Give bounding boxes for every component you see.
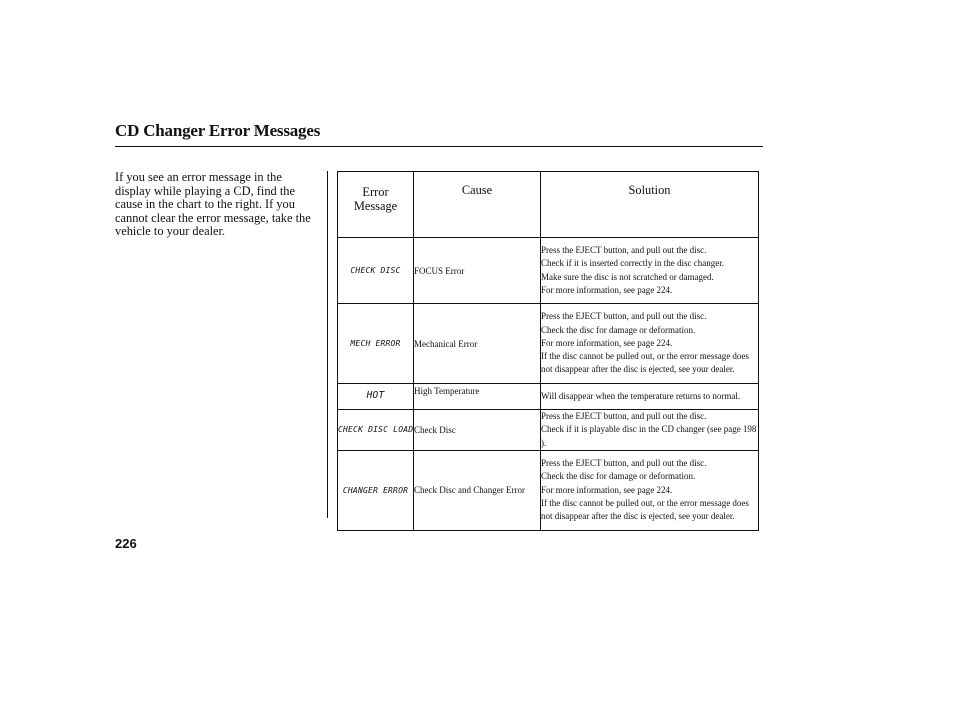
solution-cell	[541, 410, 759, 451]
page-number: 226	[115, 536, 137, 551]
error-message-cell: CHECK DISC	[338, 238, 414, 304]
header-cause-label: Cause	[461, 183, 493, 197]
cause-cell: FOCUS Error	[414, 238, 541, 304]
solution-line: Check if it is inserted correctly in the disc changer.	[541, 258, 724, 269]
error-message-cell: HOT	[338, 384, 414, 410]
solution-line: Press the EJECT button, and pull out the disc.	[541, 411, 707, 421]
header-solution	[541, 172, 759, 238]
header-error-message	[338, 172, 414, 238]
header-error-message-label: Error Message	[353, 185, 398, 213]
cause-cell: High Temperature	[414, 384, 541, 410]
header-cause	[414, 172, 541, 238]
table-header-row	[338, 172, 759, 238]
table-row	[338, 238, 759, 304]
error-messages-table	[337, 171, 759, 531]
table-row	[338, 304, 759, 384]
title-divider	[115, 146, 763, 147]
table-row	[338, 450, 759, 530]
solution-cell	[541, 384, 759, 410]
solution-line: Check the disc for damage or deformation.	[541, 471, 696, 482]
solution-line: Check if it is playable disc in the CD changer (see page 198 ).	[541, 424, 757, 448]
solution-line: Press the EJECT button, and pull out the disc.	[541, 311, 707, 322]
table-row	[338, 410, 759, 451]
table-row	[338, 384, 759, 410]
solution-line: Press the EJECT button, and pull out the disc.	[541, 244, 707, 255]
intro-paragraph: If you see an error message in the display while playing a CD, find the cause in the chart to the right. If you cannot clear the error message, take the vehicle to your dealer.	[115, 170, 311, 239]
solution-line: Will disappear when the temperature returns to normal.	[541, 390, 741, 401]
error-message-cell: MECH ERROR	[338, 304, 414, 384]
solution-line: For more information, see page 224.	[541, 284, 673, 295]
cause-cell: Check Disc and Changer Error	[414, 450, 541, 530]
cause-cell: Mechanical Error	[414, 304, 541, 384]
solution-cell	[541, 450, 759, 530]
solution-cell	[541, 304, 759, 384]
column-divider	[327, 171, 328, 518]
solution-line: If the disc cannot be pulled out, or the error message does not disappear after the disc is ejected, see your dealer.	[541, 351, 749, 375]
page-title: CD Changer Error Messages	[115, 121, 321, 140]
solution-line: Make sure the disc is not scratched or damaged.	[541, 271, 714, 282]
header-solution-label: Solution	[628, 183, 671, 197]
solution-line: If the disc cannot be pulled out, or the error message does not disappear after the disc is ejected, see your dealer.	[541, 498, 749, 522]
error-message-cell: CHECK DISC LOAD	[338, 410, 414, 451]
error-message-cell: CHANGER ERROR	[338, 450, 414, 530]
cause-cell: Check Disc	[414, 410, 541, 451]
solution-line: Check the disc for damage or deformation.	[541, 324, 696, 335]
solution-cell	[541, 238, 759, 304]
solution-line: Press the EJECT button, and pull out the disc.	[541, 458, 707, 469]
solution-line: For more information, see page 224.	[541, 484, 673, 495]
solution-line: For more information, see page 224.	[541, 337, 673, 348]
